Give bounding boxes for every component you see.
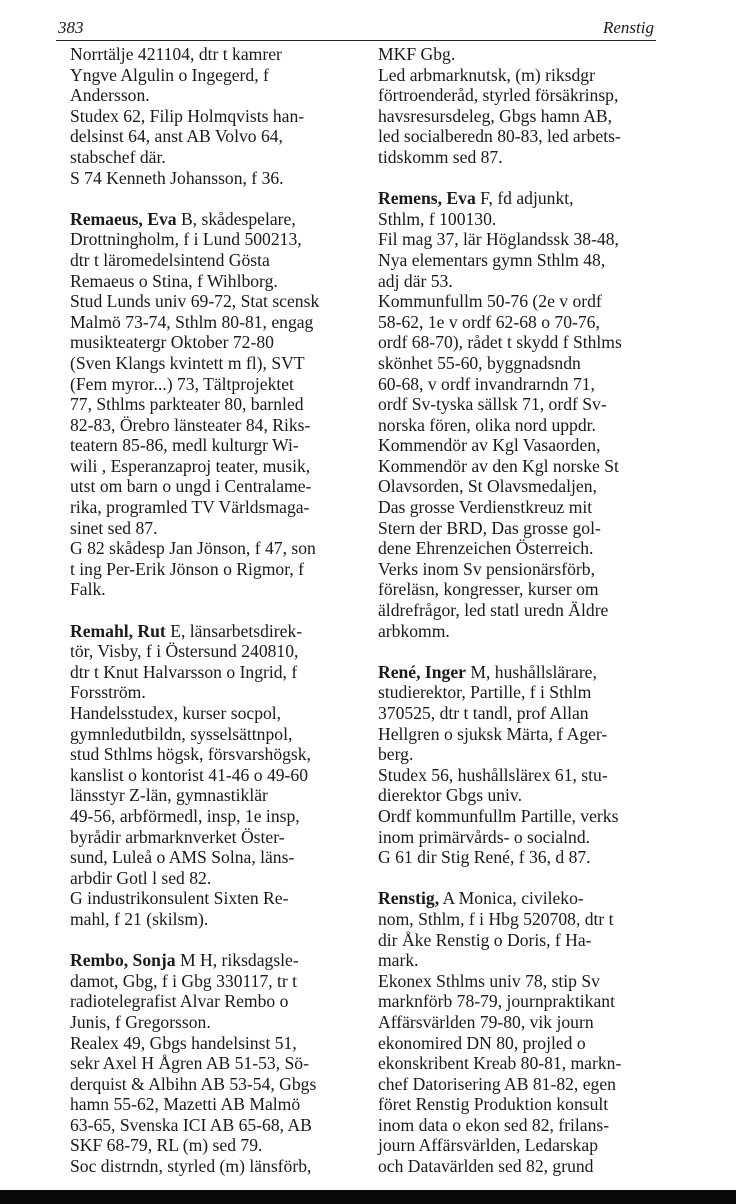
entry-continuation — [378, 44, 662, 168]
entry-body: Norrtälje 421104, dtr t kamrer Yngve Algulin o Ingegerd, f Andersson. Studex 62, Filip Holmqvists han- delsinst 64, anst AB Volvo 64, stabschef där. S 74 Kenneth Johansson, f 36. — [70, 44, 305, 188]
entry-body: E, länsarbetsdirek- tör, Visby, f i Östersund 240810, dtr t Knut Halvarsson o Ingrid, f Forsström. Handelsstudex, kurser socpol, gymnledutbildn, sysselsättnpol, stud Sthlms högsk, försvarshögsk, kanslist o kontorist 41-46 o 49-60 länsstyr Z-län, gymnastiklär 49-56, arbförmedl, insp, 1e insp, byrådir arbmarknverket Öster- sund, Luleå o AMS Solna, läns- arbdir Gotl l sed 82. G industrikonsulent Sixten Re- mahl, f 21 (skilsm). — [70, 620, 311, 929]
entry-remahl — [70, 621, 366, 930]
entry-name: Remens, Eva — [378, 188, 476, 209]
scan-bottom-edge — [0, 1190, 736, 1204]
entry-remaeus — [70, 209, 366, 600]
entry-body: M, hushållslärare, studierektor, Partille, f i Sthlm 370525, dtr t tandl, prof Allan Hellgren o sjuksk Märta, f Ager- berg. Studex 56, hushållslärex 61, stu- dierektor Gbgs univ. Ordf kommunfullm Partille, verks inom primärvårds- o socialnd. G 61 dir Stig René, f 36, d 87. — [378, 661, 619, 868]
entry-body: A Monica, civileko- nom, Sthlm, f i Hbg 520708, dtr t dir Åke Renstig o Doris, f Ha- mark. Ekonex Sthlms univ 78, stip Sv marknförb 78-79, journpraktikant Affärsvärlden 79-80, vik journ ekonomired DN 80, projled o ekonskribent Kreab 80-81, markn- chef Datorisering AB 81-82, egen föret Renstig Produktion konsult inom data o ekon sed 82, frilans- journ Affärsvärlden, Ledarskap och Datavärlden sed 82, grund — [378, 888, 622, 1177]
header-rule — [56, 40, 656, 41]
entry-name: Renstig, — [378, 888, 440, 909]
entry-rene — [378, 662, 662, 868]
entry-name: Rembo, Sonja — [70, 950, 176, 971]
entry-name: René, Inger — [378, 661, 466, 682]
entry-body: M H, riksdagsle- damot, Gbg, f i Gbg 330117, tr t radiotelegrafist Alvar Rembo o Junis, f Gregorsson. Realex 49, Gbgs handelsinst 51, sekr Axel H Ågren AB 51-53, Sö- derquist & Albihn AB 53-54, Gbgs hamn 55-62, Mazetti AB Malmö 63-65, Svenska ICI AB 65-68, AB SKF 68-79, RL (m) sed 79. Soc distrndn, styrled (m) länsförb, — [70, 950, 317, 1177]
page-number: 383 — [58, 18, 84, 37]
running-head: Renstig — [603, 18, 654, 37]
entry-continuation — [70, 44, 366, 188]
entry-body: B, skådespelare, Drottningholm, f i Lund 500213, dtr t läromedelsintend Gösta Remaeus o Stina, f Wihlborg. Stud Lunds univ 69-72, Stat scensk Malmö 73-74, Sthlm 80-81, engag musikteatergr Oktober 72-80 (Sven Klangs kvintett m fl), SVT (Fem myror...) 73, Tältprojektet 77, Sthlms parkteater 80, barnled 82-83, Örebro länsteater 84, Riks- teatern 85-86, medl kulturgr Wi- wili , Esperanzaproj teater, musik, utst om barn o ungd i Centralame- rika, programled TV Världsmaga- sinet sed 87. G 82 skådesp Jan Jönson, f 47, son t ing Per-Erik Jönson o Rigmor, f Falk. — [70, 208, 320, 600]
entry-name: Remaeus, Eva — [70, 208, 177, 229]
entry-renstig — [378, 888, 662, 1176]
page-header — [56, 14, 656, 38]
right-column — [378, 44, 662, 1177]
entry-remens — [378, 188, 662, 641]
entry-rembo — [70, 950, 366, 1177]
left-column — [70, 44, 366, 1177]
entry-body: F, fd adjunkt, Sthlm, f 100130. Fil mag 37, lär Höglandssk 38-48, Nya elementars gymn Sthlm 48, adj där 53. Kommunfullm 50-76 (2e v ordf 58-62, 1e v ordf 62-68 o 70-76, ordf 68-70), rådet t skydd f Sthlms skönhet 55-60, byggnadsndn 60-68, v ordf invandrarndn 71, ordf Sv-tyska sällsk 71, ordf Sv- norska fören, olika nord uppdr. Kommendör av Kgl Vasaorden, Kommendör av den Kgl norske St Olavsorden, St Olavsmedaljen, Das grosse Verdienstkreuz mit Stern der BRD, Das grosse gol- dene Ehrenzeichen Österreich. Verks inom Sv pensionärsförb, föreläsn, kongresser, kurser om äldrefrågor, led statl uredn Äldre arbkomm. — [378, 188, 622, 641]
entry-body: MKF Gbg. Led arbmarknutsk, (m) riksdgr förtroenderåd, styrled försäkrinsp, havsresursdeleg, Gbgs hamn AB, led socialberedn 80-83, led arbets- tidskomm sed 87. — [378, 44, 621, 167]
entry-name: Remahl, Rut — [70, 620, 166, 641]
